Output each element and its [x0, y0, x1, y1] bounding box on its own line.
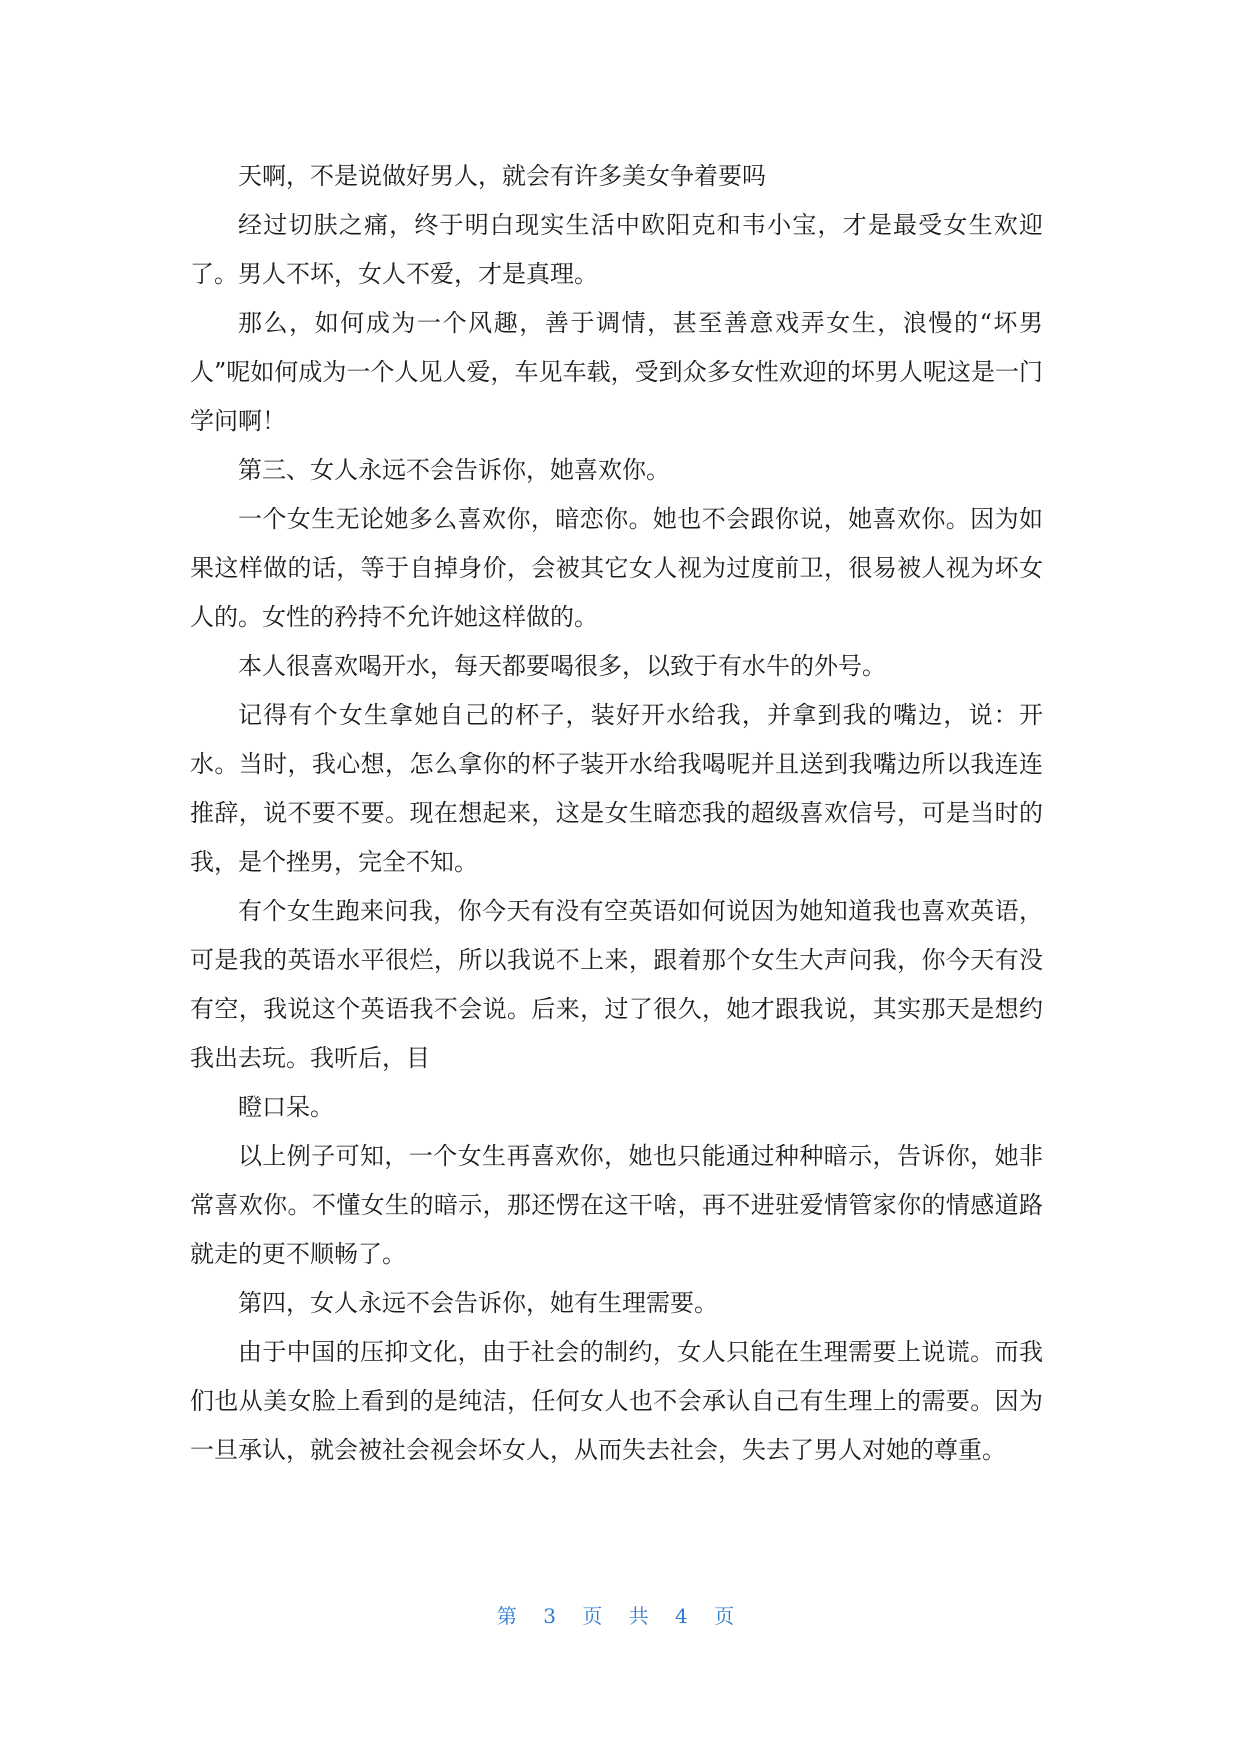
paragraph: 那么，如何成为一个风趣，善于调情，甚至善意戏弄女生，浪慢的“坏男人”呢如何成为一个人见人爱，车见车载，受到众多女性欢迎的坏男人呢这是一门学问啊！	[190, 309, 1043, 435]
paragraph: 有个女生跑来问我，你今天有没有空英语如何说因为她知道我也喜欢英语，可是我的英语水平很烂，所以我说不上来，跟着那个女生大声问我，你今天有没有空，我说这个英语我不会说。后来，过了很久，她才跟我说，其实那天是想约我出去玩。我听后，目	[190, 897, 1043, 1072]
page-number-footer: 第 3 页 共 4 页	[496, 1604, 745, 1628]
paragraph: 天啊，不是说做好男人，就会有许多美女争着要吗	[238, 162, 766, 190]
document-body	[190, 152, 1043, 1475]
paragraph: 瞪口呆。	[238, 1093, 334, 1121]
paragraph: 第三、女人永远不会告诉你，她喜欢你。	[238, 456, 670, 484]
paragraph: 一个女生无论她多么喜欢你，暗恋你。她也不会跟你说，她喜欢你。因为如果这样做的话，等于自掉身价，会被其它女人视为过度前卫，很易被人视为坏女人的。女性的矜持不允许她这样做的。	[190, 505, 1043, 631]
paragraph: 经过切肤之痛，终于明白现实生活中欧阳克和韦小宝，才是最受女生欢迎了。男人不坏，女人不爱，才是真理。	[190, 211, 1043, 288]
paragraph: 记得有个女生拿她自己的杯子，装好开水给我，并拿到我的嘴边，说：开水。当时，我心想，怎么拿你的杯子装开水给我喝呢并且送到我嘴边所以我连连推辞，说不要不要。现在想起来，这是女生暗恋我的超级喜欢信号，可是当时的我，是个挫男，完全不知。	[190, 701, 1043, 876]
paragraph: 以上例子可知，一个女生再喜欢你，她也只能通过种种暗示，告诉你，她非常喜欢你。不懂女生的暗示，那还愣在这干啥，再不进驻爱情管家你的情感道路就走的更不顺畅了。	[190, 1142, 1043, 1268]
paragraph: 由于中国的压抑文化，由于社会的制约，女人只能在生理需要上说谎。而我们也从美女脸上看到的是纯洁，任何女人也不会承认自己有生理上的需要。因为一旦承认，就会被社会视会坏女人，从而失去社会，失去了男人对她的尊重。	[190, 1338, 1043, 1464]
paragraph: 本人很喜欢喝开水，每天都要喝很多，以致于有水牛的外号。	[238, 652, 886, 680]
paragraph: 第四，女人永远不会告诉你，她有生理需要。	[238, 1289, 718, 1317]
